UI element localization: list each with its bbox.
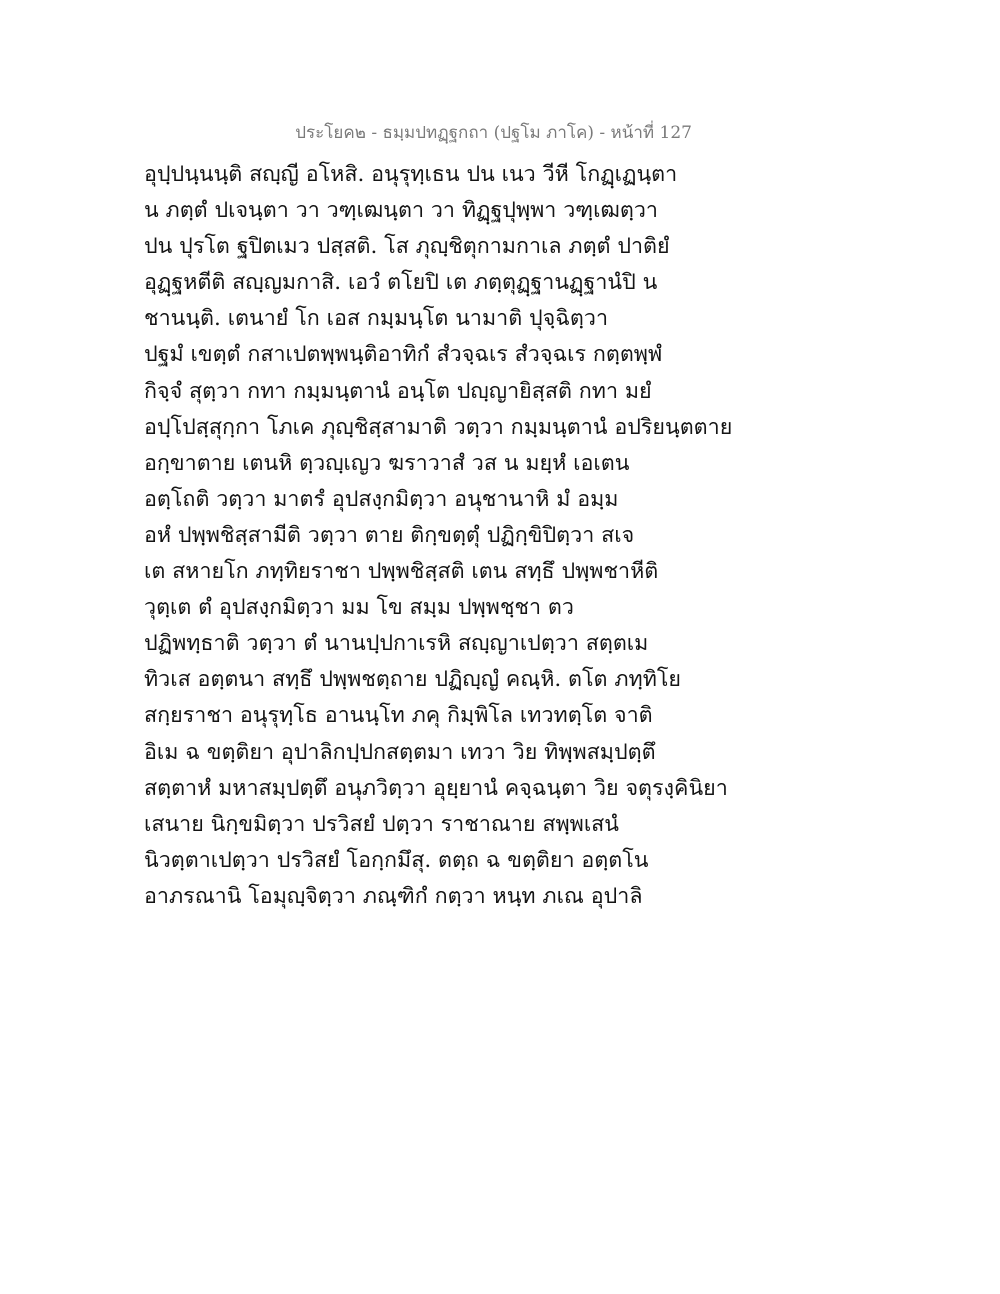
body-line: น ภตฺตํ ปเจนฺตา วา วฑฺเฒนฺตา วา ทิฏฺฐปุพฺพา วฑฺเฒตฺวา [144,198,659,224]
body-line: อตฺโถติ วตฺวา มาตรํ อุปสงฺกมิตฺวา อนุชานาหิ มํ อมฺม [144,486,619,512]
body-line: อิเม ฉ ขตฺติยา อุปาลิกปฺปกสตฺตมา เทวา วิย ทิพฺพสมฺปตฺตึ [144,739,656,765]
body-line: ชานนฺติ. เตนายํ โก เอส กมฺมนฺโต นามาติ ปุจฺฉิตฺวา [144,306,609,332]
body-line: สกฺยราชา อนุรุทฺโธ อานนฺโท ภคุ กิมฺพิโล เทวทตฺโต จาติ [144,703,653,729]
body-line: เต สหายโก ภทฺทิยราชา ปพฺพชิสฺสติ เตน สทฺธึ ปพฺพชาหีติ [144,559,659,585]
body-line: วุตฺเต ตํ อุปสงฺกมิตฺวา มม โข สมฺม ปพฺพชฺชา ตว [144,595,574,621]
body-line: อหํ ปพฺพชิสฺสามีติ วตฺวา ตาย ติกฺขตฺตุํ ปฏิกฺขิปิตฺวา สเจ [144,522,635,548]
body-line: สตฺตาหํ มหาสมฺปตฺตึ อนุภวิตฺวา อุยฺยานํ คจฺฉนฺตา วิย จตุรงฺคินิยา [144,775,728,801]
body-line: นิวตฺตาเปตฺวา ปรวิสยํ โอกฺกมึสุ. ตตฺถ ฉ ขตฺติยา อตฺตโน [144,847,649,873]
body-text [144,160,733,918]
body-line: อุปฺปนฺนนฺติ สญฺญี อโหสิ. อนุรุทฺเธน ปน เนว วีหี โกฏฺเฏนฺตา [144,162,678,187]
body-line: เสนาย นิกฺขมิตฺวา ปรวิสยํ ปตฺวา ราชาณาย สพฺพเสนํ [144,811,619,837]
body-line: อกฺขาตาย เตนหิ ตฺวญฺเญว ฆราวาสํ วส น มยฺหํ เอเตน [144,450,630,476]
body-line: อาภรณานิ โอมุญฺจิตฺวา ภณฺฑิกํ กตฺวา หนฺท ภเณ อุปาลิ [144,883,643,909]
running-header: ประโยค๒ - ธมฺมปทฏฺฐกถา (ปฐโม ภาโค) - หน้าที่ 127 [295,123,692,143]
body-line: ทิวเส อตฺตนา สทฺธึ ปพฺพชตฺถาย ปฏิญฺญํ คณฺหิ. ตโต ภทฺทิโย [144,667,682,693]
body-line: ปฏิพทฺธาติ วตฺวา ตํ นานปฺปกาเรหิ สญฺญาเปตฺวา สตฺตเม [144,631,649,657]
body-line: ปฐมํ เขตฺตํ กสาเปตพฺพนฺติอาทิกํ สํวจฺฉเร สํวจฺฉเร กตฺตพฺพํ [144,342,663,368]
body-line: อุฏฺฐหตีติ สญฺญมกาสิ. เอวํ ตโยปิ เต ภตฺตุฏฺฐานฏฺฐานํปิ น [144,270,658,296]
body-line: ปน ปุรโต ฐปิตเมว ปสฺสติ. โส ภุญฺชิตุกามกาเล ภตฺตํ ปาติยํ [144,234,670,260]
body-line: อปฺโปสฺสุกฺกา โภเค ภุญฺชิสฺสามาติ วตฺวา กมฺมนฺตานํ อปริยนฺตตาย [144,414,733,440]
body-line: กิจฺจํ สุตฺวา กทา กมฺมนฺตานํ อนฺโต ปญฺญายิสฺสติ กทา มยํ [144,378,652,404]
